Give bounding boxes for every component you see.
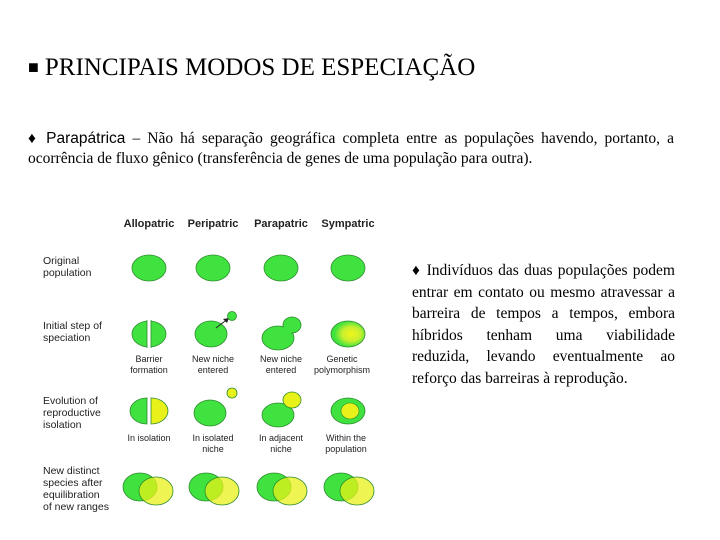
- diamond-bullet-icon: ♦: [412, 262, 422, 279]
- column-header: Parapatric: [254, 218, 308, 230]
- column-header: Allopatric: [123, 218, 175, 230]
- column-header: Sympatric: [321, 218, 375, 230]
- svg-text:entered: entered: [265, 365, 297, 375]
- diamond-bullet-icon: ♦: [28, 130, 40, 147]
- speciation-modes-figure: [36, 210, 382, 532]
- barrier-formation-diagram: [132, 319, 166, 349]
- svg-text:population: population: [43, 267, 92, 279]
- page-title: [28, 54, 475, 82]
- peripatric-isolation-diagram: [194, 388, 237, 426]
- svg-text:species after: species after: [43, 477, 103, 489]
- square-bullet-icon: ■: [28, 57, 39, 77]
- svg-text:speciation: speciation: [43, 332, 91, 344]
- caption-genetic-polymorphism: [314, 354, 370, 375]
- sympatric-new-species-diagram: [324, 473, 374, 505]
- parapatric-isolation-diagram: [262, 392, 301, 427]
- row-label-initial-step: [43, 320, 102, 344]
- parapatric-new-species-diagram: [257, 473, 307, 505]
- svg-text:Original: Original: [43, 255, 80, 267]
- svg-text:isolation: isolation: [43, 419, 82, 431]
- svg-text:Barrier: Barrier: [135, 354, 163, 364]
- svg-text:reproductive: reproductive: [43, 407, 101, 419]
- svg-text:niche: niche: [202, 444, 224, 454]
- svg-text:equilibration: equilibration: [43, 489, 100, 501]
- term-parapatrica: Parapátrica: [46, 130, 126, 147]
- caption-in-isolated-niche: [192, 433, 233, 454]
- hybrid-paragraph: [412, 260, 675, 389]
- svg-text:Evolution of: Evolution of: [43, 395, 98, 407]
- allopatric-new-species-diagram: [123, 473, 173, 505]
- definition-text: – Não há separação geográfica completa entre as populações havendo, portanto, a ocorrência de fluxo gênico (transferência de genes de uma população para outra).: [28, 130, 674, 167]
- svg-text:formation: formation: [130, 365, 168, 375]
- caption-new-niche-entered: [260, 354, 302, 375]
- original-population-sympatric: [331, 255, 365, 281]
- caption-barrier-formation: [130, 354, 168, 375]
- svg-text:In isolated: In isolated: [192, 433, 234, 443]
- svg-text:of new ranges: of new ranges: [43, 501, 109, 513]
- svg-text:In adjacent: In adjacent: [258, 433, 304, 443]
- row-label-new-species: [43, 465, 109, 513]
- column-header: Peripatric: [187, 218, 239, 230]
- original-population-parapatric: [264, 255, 298, 281]
- caption-in-isolation: [127, 433, 170, 443]
- svg-text:population: population: [325, 444, 367, 454]
- original-population-allopatric: [132, 255, 166, 281]
- svg-text:Genetic: Genetic: [326, 354, 358, 364]
- hybrid-text: Indivíduos das duas populações podem entrar em contato ou mesmo atravessar a barreira de tempos a tempos, embora híbridos tenham uma viabilidade reduzida, levando eventualmente ao reforço das barreiras à reprodução.: [412, 262, 675, 387]
- caption-new-niche-entered: [192, 354, 234, 375]
- original-population-peripatric: [196, 255, 230, 281]
- peripatric-new-niche-diagram: [195, 312, 237, 348]
- svg-text:New niche: New niche: [191, 354, 235, 364]
- svg-text:Within the: Within the: [325, 433, 367, 443]
- svg-text:polymorphism: polymorphism: [313, 365, 371, 375]
- parapatric-new-niche-diagram: [262, 317, 301, 350]
- parapatric-definition: [28, 129, 674, 169]
- svg-text:New niche: New niche: [259, 354, 303, 364]
- svg-text:New distinct: New distinct: [43, 465, 100, 477]
- row-label-original: [43, 255, 92, 279]
- svg-text:niche: niche: [270, 444, 292, 454]
- genetic-polymorphism-diagram: [331, 321, 365, 347]
- row-label-evolution: [43, 395, 101, 431]
- title-text: PRINCIPAIS MODOS DE ESPECIAÇÃO: [44, 54, 476, 81]
- allopatric-isolation-diagram: [130, 398, 168, 424]
- caption-within-population: [325, 433, 367, 454]
- sympatric-isolation-diagram: [331, 398, 365, 424]
- svg-text:entered: entered: [197, 365, 229, 375]
- caption-in-adjacent-niche: [259, 433, 304, 454]
- peripatric-new-species-diagram: [189, 473, 239, 505]
- svg-text:Initial step of: Initial step of: [43, 320, 102, 332]
- svg-text:In isolation: In isolation: [127, 433, 171, 443]
